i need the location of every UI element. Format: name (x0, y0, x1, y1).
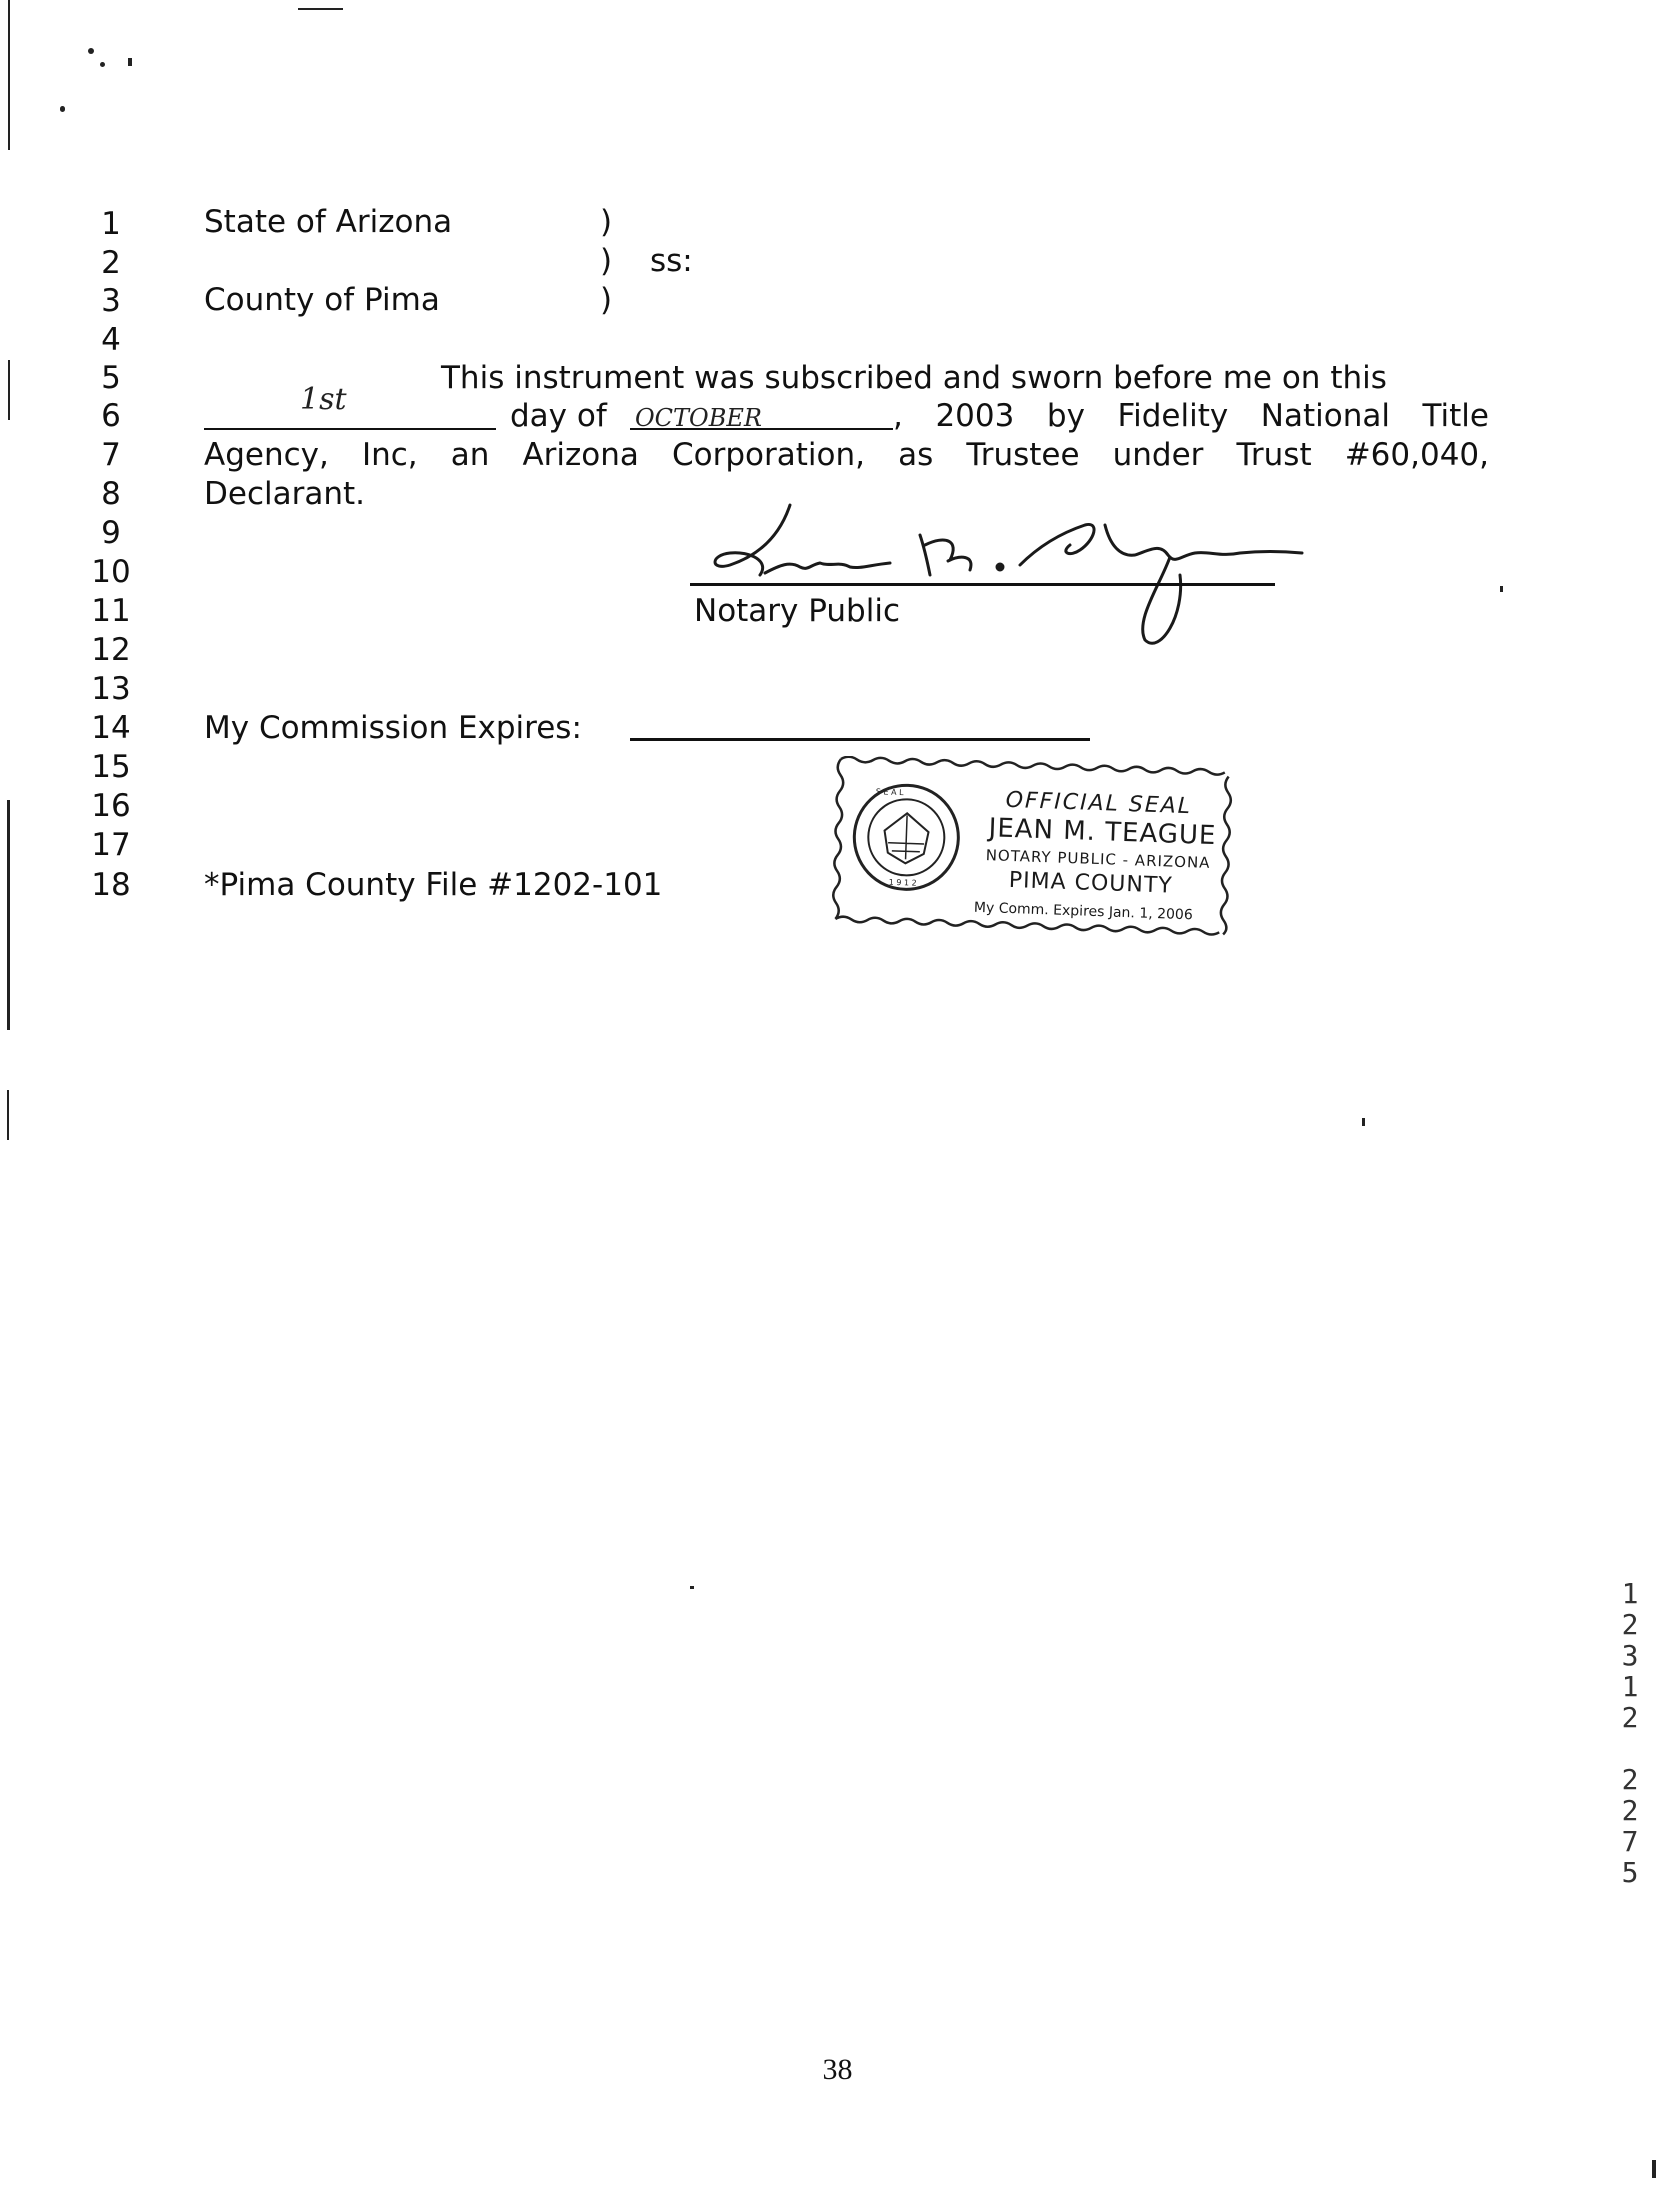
line-number: 12 (91, 632, 131, 668)
recording-number-digit: 2 (1621, 1794, 1639, 1827)
day-blank-line (204, 428, 496, 430)
recording-number-digit: 7 (1621, 1825, 1639, 1858)
corner-specks (88, 48, 94, 54)
left-margin-scan-line-2 (8, 360, 10, 420)
speck-2 (1362, 1118, 1365, 1126)
line-number: 6 (101, 398, 121, 434)
line-number: 11 (91, 593, 131, 629)
recording-number-digit: 3 (1621, 1639, 1639, 1672)
official-seal-stamp (826, 756, 1254, 942)
line-number: 7 (101, 437, 121, 473)
commission-label: My Commission Expires: (204, 710, 582, 746)
line-number: 3 (101, 283, 121, 319)
jurat-line-6-rest: , 2003 by Fidelity National Title (893, 398, 1489, 434)
line-number: 17 (91, 827, 131, 863)
notary-signature (690, 495, 1310, 655)
line-number: 1 (101, 206, 121, 242)
speck-4 (1652, 2160, 1656, 2178)
svg-text:1 9 1 2: 1 9 1 2 (888, 877, 917, 888)
corner-specks-4 (128, 58, 132, 66)
venue-state: State of Arizona (204, 204, 453, 240)
recording-number-digit: 2 (1621, 1763, 1639, 1796)
left-margin-scan-line (8, 0, 10, 150)
signature-line (690, 583, 1275, 586)
recording-number-digit (1612, 1733, 1648, 1764)
recording-number-digit: 2 (1621, 1701, 1639, 1734)
line-number: 10 (91, 554, 131, 590)
svg-text:OFFICIAL SEAL: OFFICIAL SEAL (1005, 787, 1193, 820)
line-number: 16 (91, 788, 131, 824)
svg-text:S E A L: S E A L (875, 787, 904, 798)
svg-text:My Comm. Expires Jan. 1, 2006: My Comm. Expires Jan. 1, 2006 (973, 899, 1194, 924)
line-number: 9 (101, 515, 121, 551)
venue-paren-1: ) (600, 204, 613, 240)
line-number: 4 (101, 322, 121, 358)
month-handwritten: OCTOBER (635, 404, 762, 432)
venue-ss: ss: (650, 243, 693, 279)
venue-paren-3: ) (600, 282, 613, 318)
recording-number-digit: 2 (1621, 1608, 1639, 1641)
line-number: 5 (101, 360, 121, 396)
corner-specks-2 (100, 62, 105, 67)
venue-paren-2: ) (600, 243, 613, 279)
notary-public-label: Notary Public (694, 593, 900, 629)
corner-specks-3 (60, 106, 65, 112)
day-handwritten: 1st (300, 382, 347, 417)
venue-county: County of Pima (204, 282, 440, 318)
jurat-day-of: day of (510, 398, 607, 434)
svg-text:PIMA COUNTY: PIMA COUNTY (1008, 867, 1174, 899)
line-number: 2 (101, 245, 121, 281)
recording-number (1612, 1578, 1648, 1888)
left-margin-scan-line-4 (7, 1090, 9, 1140)
svg-text:NOTARY PUBLIC - ARIZONA: NOTARY PUBLIC - ARIZONA (985, 846, 1211, 872)
recording-number-digit: 5 (1621, 1856, 1639, 1889)
recording-number-digit: 1 (1621, 1577, 1639, 1610)
left-margin-scan-line-3 (7, 800, 10, 1030)
speck-3 (690, 1586, 694, 1589)
pima-county-file-ref: *Pima County File #1202-101 (204, 867, 663, 903)
line-number: 13 (91, 671, 131, 707)
line-number: 15 (91, 749, 131, 785)
jurat-line-5: This instrument was subscribed and sworn before me on this (441, 360, 1387, 396)
line-number: 8 (101, 476, 121, 512)
line-number: 14 (91, 710, 131, 746)
speck (1500, 586, 1503, 592)
top-scan-mark (298, 8, 343, 10)
svg-text:JEAN M. TEAGUE: JEAN M. TEAGUE (988, 813, 1217, 852)
jurat-line-8: Declarant. (204, 476, 365, 512)
commission-blank-line (630, 738, 1090, 741)
line-number: 18 (91, 867, 131, 903)
recording-number-digit: 1 (1621, 1670, 1639, 1703)
page-number: 38 (822, 2053, 853, 2086)
jurat-line-7: Agency, Inc, an Arizona Corporation, as Trustee under Trust #60,040, (204, 437, 1489, 473)
